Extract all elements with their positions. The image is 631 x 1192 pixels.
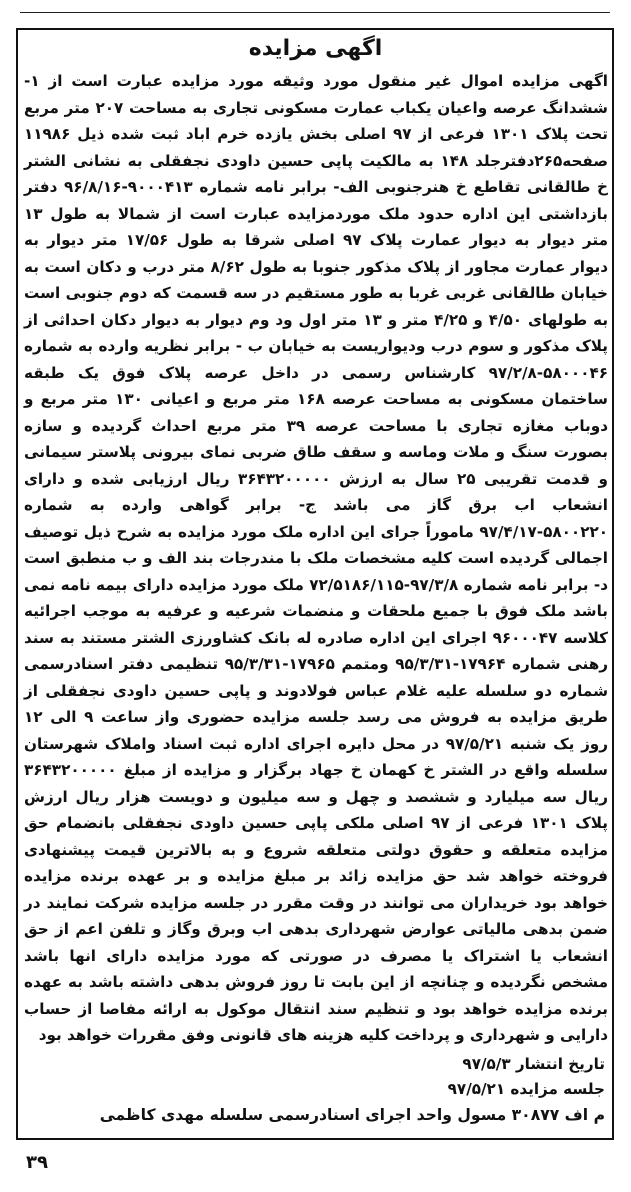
notice-title: اگهی مزایده [248,36,383,61]
top-rule [20,12,610,13]
signature-line: م اف ۳۰۸۷۷ مسول واحد اجرای اسنادرسمی سلسله مهدی کاظمی [99,1106,605,1124]
notice-body-text: اگهی مزایده اموال غیر منقول مورد وثیقه مورد مزایده عبارت است از ۱-ششدانگ عرصه واعیان یکباب عمارت مسکونی تجاری به مساحت ۲۰۷ متر مربع تحت پلاک ۱۳۰۱ فرعی از ۹۷ اصلی بخش یازده خرم اباد ثبت شده ذیل ۱۱۹۸۶ صفحه۲۶۵دفترجلد ۱۴۸ به مالکیت پاپی حسین داودی نجفقلی به نشانی الشتر خ طالقانی تقاطع خ هنرجنوبی الف- برابر نامه شماره ۹۰۰۰۴۱۳-۹۶/۸/۱۶ دفتر بازداشتی این اداره حدود ملک موردمزایده عبارت است از شمالا به طول ۱۳ متر دیوار به دیوار عمارت پلاک ۹۷ اصلی شرقا به طول ۱۷/۵۶ متر دیوار به دیوار عمارت مجاور از پلاک مذکور جنوبا به طول ۸/۶۲ متر درب و دکان است به خیابان طالقانی غربی غربا به طور مستقیم در سه قسمت که دوم جنوبی است به طولهای ۴/۵۰ و ۴/۲۵ متر و ۱۳ متر اول ود وم دیوار به دیوار دکان احداثی از پلاک مذکور و سوم درب ودیواریست به خیابان ب - برابر نظریه وارده به شماره ۵۸۰۰۰۴۶-۹۷/۲/۸ کارشناس رسمی در داخل عرصه پلاک فوق یک طبقه ساختمان مسکونی به مساحت عرصه ۱۶۸ متر مربع و اعیانی ۱۳۰ متر مربع و دوباب مغازه تجاری با مساحت عرصه ۳۹ متر مربع احداث گردیده و سازه بصورت سنگ و ملات وماسه و سقف طاق ضربی نمای بیرونی پلاستر سیمانی و قدمت تقریبی ۲۵ سال به ارزش ۳۶۴۳۲۰۰۰۰۰ ریال ارزیابی شده و دارای انشعاب اب برق گاز می باشد ج- برابر گواهی وارده به شماره ۵۸۰۰۲۲۰-۹۷/۴/۱۷ ماموراً جرای این اداره ملک مورد مزایده به شرح ذیل توصیف اجمالی گردیده است کلیه مشخصات ملک با مندرجات بند الف و ب منطبق است د- برابر نامه شماره ۹۷/۳/۸-۷۲/۵۱۸۶/۱۱۵ ملک مورد مزایده دارای بیمه نامه نمی باشد ملک فوق با جمیع ملحقات و منضمات شرعیه و عرفیه به موجب اجرائیه کلاسه ۹۶۰۰۰۴۷ اجرای این اداره صادره له بانک کشاورزی الشتر مستند به سند رهنی شماره ۱۷۹۶۴-۹۵/۳/۳۱ ومتمم ۱۷۹۶۵-۹۵/۳/۳۱ تنظیمی دفتر اسنادرسمی شماره دو سلسله علیه غلام عباس فولادوند و پاپی حسین داودی نجفقلی از طریق مزایده به فروش می رسد جلسه مزایده حضوری واز ساعت ۹ الی ۱۲ روز یک شنبه ۹۷/۵/۲۱ در محل دایره اجرای اداره ثبت اسناد واملاک شهرستان سلسله واقع در الشتر خ کهمان خ جهاد برگزار و مزایده از مبلغ ۳۶۴۳۲۰۰۰۰۰ ریال سه میلیارد و ششصد و چهل و سه میلیون و دویست هزار ریال ارزش پلاک ۱۳۰۱ فرعی از ۹۷ اصلی ملکی پاپی حسین داودی نجفقلی بانضمام حق مزایده متعلقه و حقوق دولتی متعلقه شروع و به بالاترین قیمت پیشنهادی فروخته خواهد شد حق مزایده زائد بر مبلغ مزایده و بر عهده برنده مزایده خواهد بود خریداران می توانند در وقت مقرر در جلسه مزایده شرکت نمایند در ضمن بدهی مالیاتی عوارض شهرداری بدهی اب وبرق وگاز و تلفن اعم از حق انشعاب یا اشتراک یا مصرف در صورتی که مورد مزایده دارای انها باشد مشخص نگردیده و چنانچه از این بابت تا روز فروش بدهی داشته باشد به عهده برنده مزایده خواهد بود و تنظیم سند انتقال موکول به ارائه مفاصا از حساب دارایی و شهرداری و پرداخت کلیه هزینه های قانونی وفق مقررات خواهد بود [24,72,609,1044]
notice-body [24,68,608,1049]
auction-session-date: جلسه مزایده ۹۷/۵/۲۱ [447,1080,605,1098]
page-number: ۳۹ [26,1152,48,1173]
publish-date: تاریخ انتشار ۹۷/۵/۳ [462,1055,605,1073]
